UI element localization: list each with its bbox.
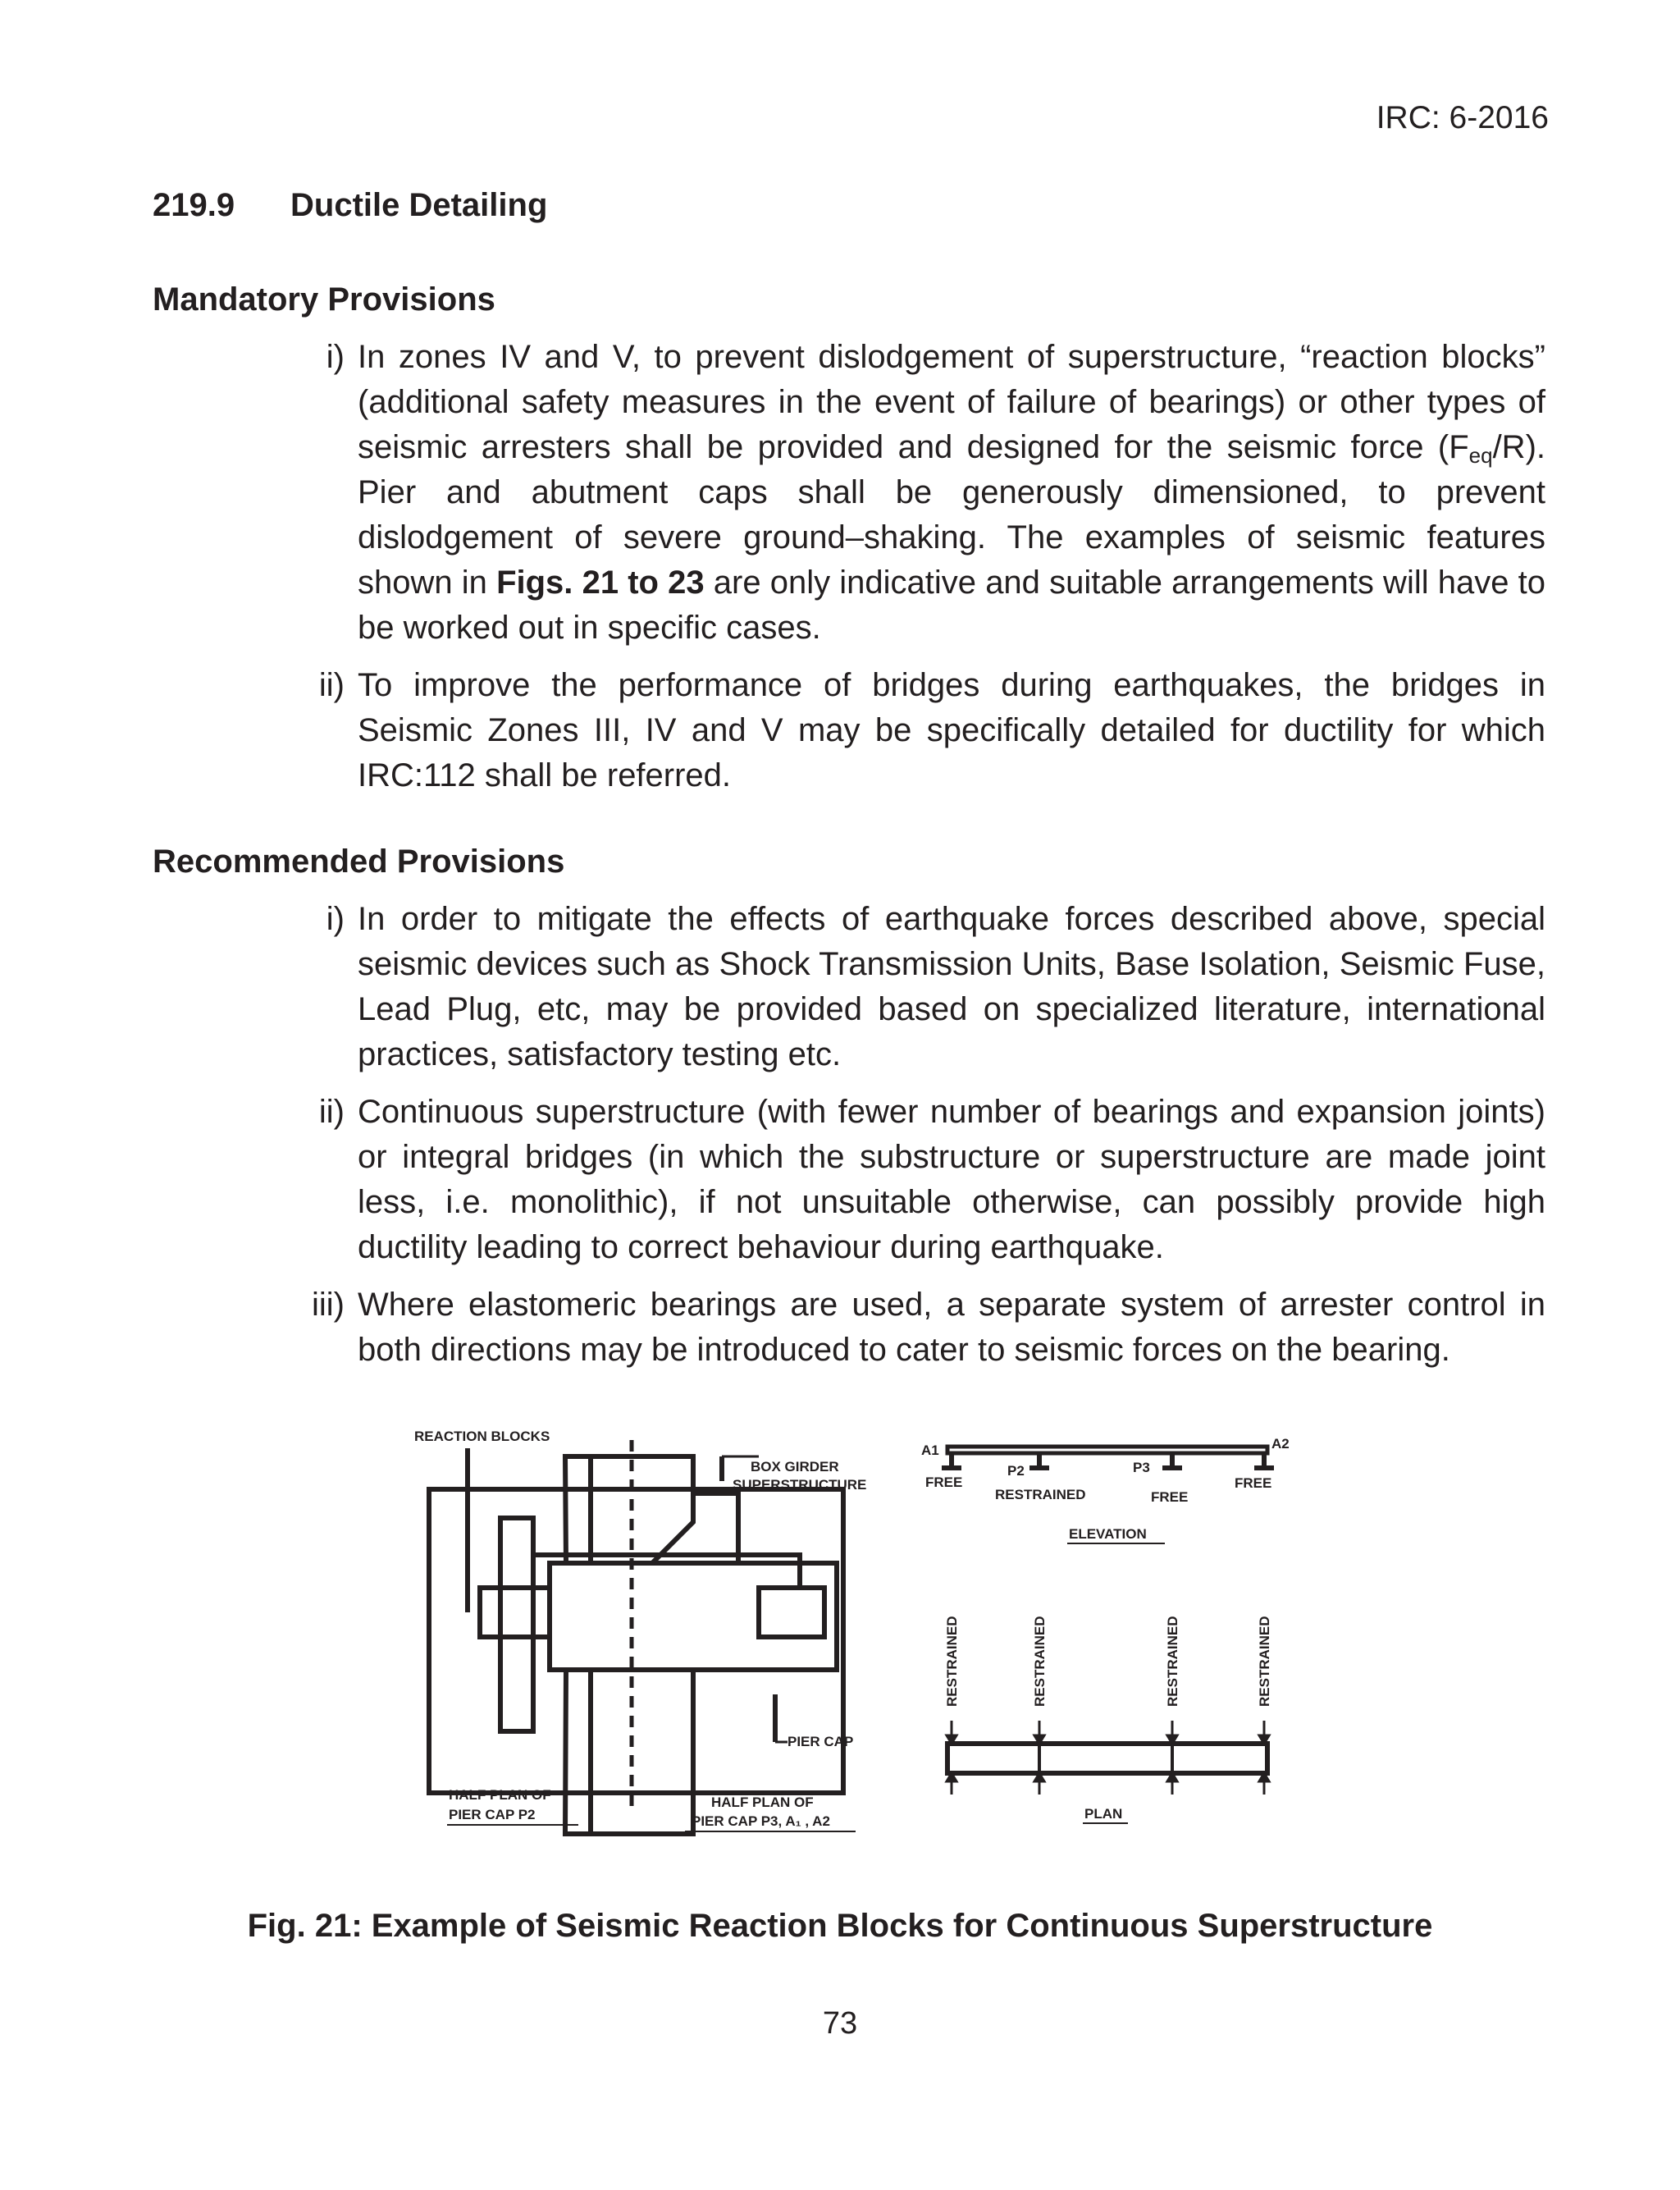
elevation-title: ELEVATION [1069, 1526, 1147, 1542]
label-restrained-p2: RESTRAINED [995, 1487, 1086, 1502]
item-text: In order to mitigate the effects of earthquake forces described above, special seismic devices such as Shock Transmission Units, Base Isolation, Seismic Fuse, Lead Plug, etc, may be provided based on specialized literature, international practices, satisfactory testing etc. [358, 901, 1545, 1072]
list-marker: iii) [312, 1287, 345, 1323]
half-plan-p2-line2: PIER CAP P2 [449, 1807, 536, 1822]
girder-web-top [565, 1456, 693, 1563]
half-plan-p3-line2: PIER CAP P3, A₁ , A2 [692, 1813, 830, 1829]
girder-web-bottom [565, 1670, 693, 1834]
item-text-end: are only indicative and suitable arrangements will have to be worked out in specific cases. [358, 565, 1546, 646]
plan-diagram [947, 1721, 1269, 1795]
recommended-list [0, 897, 1680, 1385]
reaction-block-left [480, 1588, 550, 1637]
list-marker: ii) [318, 667, 345, 703]
plan-deck [947, 1744, 1267, 1773]
page-number: 73 [822, 2006, 858, 2041]
support-p2 [1029, 1453, 1049, 1468]
reaction-blocks-label: REACTION BLOCKS [414, 1429, 550, 1444]
list-item [312, 1282, 1545, 1373]
elevation-diagram [942, 1447, 1274, 1468]
document-code: IRC: 6-2016 [1376, 100, 1549, 135]
item-text: Continuous superstructure (with fewer number of bearings and expansion joints) or integral bridges (in which the substructure or superstructure are made joint less, i.e. monolithic), if not unsuitable otherwise, can possibly provide high ductility leading to correct behaviour during earthquake. [358, 1094, 1545, 1265]
label-free-a1: FREE [925, 1474, 963, 1490]
section-title: Ductile Detailing [290, 187, 548, 223]
half-plan-p2-line1: HALF PLAN OF [449, 1787, 551, 1803]
mandatory-list [0, 335, 1680, 811]
pier-cap-half-plan [429, 1448, 843, 1834]
pier-cap-outline [429, 1489, 843, 1793]
item-text: To improve the performance of bridges during earthquakes, the bridges in Seismic Zones III, IV and V may be specifically detailed for ductility for which IRC:112 shall be referred. [358, 667, 1545, 793]
recommended-heading: Recommended Provisions [153, 844, 565, 880]
item-text: Where elastomeric bearings are used, a separate system of arrester control in both directions may be introduced to cater to seismic forces on the bearing. [358, 1287, 1545, 1368]
list-item [318, 663, 1545, 798]
item-text-cont: /R). Pier and abutment caps shall be generously dimensioned, to prevent dislodgement of severe ground–shaking. The examples of seismic features shown in [358, 429, 1545, 601]
support-a2 [1254, 1453, 1274, 1468]
box-girder-flange [550, 1563, 837, 1670]
subscript-eq: eq [1468, 443, 1493, 468]
pier-cap-label: PIER CAP [788, 1734, 854, 1749]
label-a2: A2 [1271, 1436, 1290, 1452]
reaction-block-right [759, 1588, 824, 1637]
reaction-block-strip [500, 1518, 533, 1731]
superstructure-label: SUPERSTRUCTURE [733, 1477, 867, 1493]
half-plan-p3-line1: HALF PLAN OF [711, 1795, 814, 1810]
list-item [326, 335, 1546, 651]
restrained-label-1: RESTRAINED [944, 1616, 960, 1707]
plan-pier-lines [1039, 1744, 1172, 1773]
item-text: In zones IV and V, to prevent dislodgement of superstructure, “reaction blocks” (additional safety measures in the event of failure of bearings) or other types of seismic arresters shall be provided and designed for the seismic force (F [358, 339, 1545, 465]
label-p2: P2 [1007, 1463, 1025, 1479]
mandatory-heading: Mandatory Provisions [153, 281, 495, 318]
section-heading [153, 187, 547, 224]
list-marker: ii) [318, 1094, 345, 1130]
label-p3: P3 [1133, 1460, 1150, 1475]
support-a1 [942, 1453, 961, 1468]
label-a1: A1 [921, 1442, 939, 1458]
restrained-label-4: RESTRAINED [1257, 1616, 1272, 1707]
label-free-p3: FREE [1151, 1489, 1189, 1505]
label-free-a2: FREE [1235, 1475, 1272, 1491]
box-girder-label: BOX GIRDER [751, 1459, 839, 1474]
list-marker: i) [326, 901, 345, 937]
figure-caption: Fig. 21: Example of Seismic Reaction Blocks for Continuous Superstructure [247, 1908, 1433, 1944]
figure-drawing [414, 1424, 1317, 1850]
block-tie-line [533, 1555, 800, 1588]
plan-title: PLAN [1084, 1806, 1123, 1822]
section-number: 219.9 [153, 187, 235, 223]
list-item [326, 897, 1545, 1077]
elevation-deck [947, 1447, 1267, 1453]
restrained-label-2: RESTRAINED [1032, 1616, 1048, 1707]
figure-21 [414, 1424, 1317, 1850]
list-marker: i) [326, 339, 345, 375]
figure-reference: Figs. 21 to 23 [496, 565, 705, 601]
restrained-label-3: RESTRAINED [1165, 1616, 1180, 1707]
list-item [318, 1090, 1545, 1270]
support-p3 [1162, 1453, 1182, 1468]
